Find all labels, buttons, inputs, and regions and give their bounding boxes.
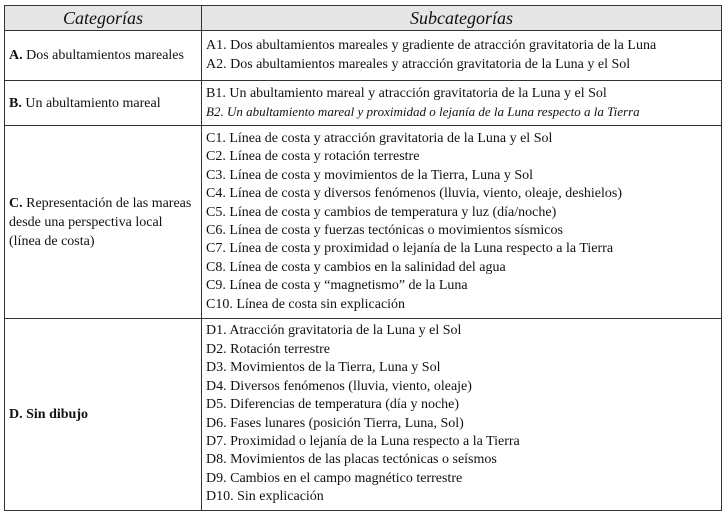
subcategory-cell <box>202 31 722 81</box>
subcategory-item: D3. Movimientos de la Tierra, Luna y Sol <box>206 360 441 376</box>
subcategory-item: C8. Línea de costa y cambios en la salinidad del agua <box>206 259 506 275</box>
subcategory-item: C1. Línea de costa y atracción gravitatoria de la Luna y el Sol <box>206 130 553 146</box>
table-row <box>5 126 722 319</box>
header-row <box>5 6 722 31</box>
category-code: B. <box>9 95 22 111</box>
subcategory-item: C3. Línea de costa y movimientos de la Tierra, Luna y Sol <box>206 167 534 183</box>
subcategory-item: B1. Un abultamiento mareal y atracción gravitatoria de la Luna y el Sol <box>206 85 607 101</box>
table-row <box>5 81 722 126</box>
category-label: Un abultamiento mareal <box>25 95 161 111</box>
subcategory-item: C4. Línea de costa y diversos fenómenos (lluvia, viento, oleaje, deshielos) <box>206 186 623 202</box>
table-row <box>5 319 722 511</box>
subcategory-item: D9. Cambios en el campo magnético terrestre <box>206 470 463 486</box>
table-row <box>5 31 722 81</box>
subcategory-item: B2. Un abultamiento mareal y proximidad o lejanía de la Luna respecto a la Tierra <box>206 104 640 119</box>
subcategory-item: C5. Línea de costa y cambios de temperatura y luz (día/noche) <box>206 204 557 220</box>
header-subcategories: Subcategorías <box>202 6 722 31</box>
subcategory-item: D4. Diversos fenómenos (lluvia, viento, oleaje) <box>206 378 472 394</box>
subcategory-item: C10. Línea de costa sin explicación <box>206 296 406 312</box>
subcategory-item: D10. Sin explicación <box>206 489 324 505</box>
subcategory-item: A1. Dos abultamientos mareales y gradiente de atracción gravitatoria de la Luna <box>206 38 657 54</box>
subcategory-cell <box>202 81 722 126</box>
subcategory-item: D7. Proximidad o lejanía de la Luna respecto a la Tierra <box>206 433 520 449</box>
category-label: Sin dibujo <box>26 407 88 422</box>
subcategory-item: C6. Línea de costa y fuerzas tectónicas o movimientos sísmicos <box>206 223 563 238</box>
subcategory-item: D1. Atracción gravitatoria de la Luna y el Sol <box>206 323 462 339</box>
category-code: D. <box>9 407 23 422</box>
subcategory-cell <box>202 319 722 511</box>
subcategory-item: D6. Fases lunares (posición Tierra, Luna, Sol) <box>206 415 464 431</box>
subcategory-item: C9. Línea de costa y “magnetismo” de la Luna <box>206 278 468 294</box>
subcategory-item: D8. Movimientos de las placas tectónicas o seísmos <box>206 452 497 468</box>
category-label: Dos abultamientos mareales <box>26 48 184 63</box>
subcategory-item: A2. Dos abultamientos mareales y atracción gravitatoria de la Luna y el Sol <box>206 56 631 72</box>
header-categories: Categorías <box>5 6 202 31</box>
category-cell <box>5 81 202 126</box>
category-cell <box>5 126 202 319</box>
subcategory-item: D2. Rotación terrestre <box>206 341 331 357</box>
category-code: A. <box>9 48 23 63</box>
categories-table <box>4 5 722 511</box>
category-cell <box>5 31 202 81</box>
category-cell <box>5 319 202 511</box>
category-label: Representación de las mareas desde una perspectiva local (línea de costa) <box>9 195 192 249</box>
category-code: C. <box>9 195 23 211</box>
subcategory-cell <box>202 126 722 319</box>
subcategory-item: C7. Línea de costa y proximidad o lejanía de la Luna respecto a la Tierra <box>206 241 614 257</box>
subcategory-item: D5. Diferencias de temperatura (día y noche) <box>206 397 460 413</box>
subcategory-item: C2. Línea de costa y rotación terrestre <box>206 149 420 165</box>
